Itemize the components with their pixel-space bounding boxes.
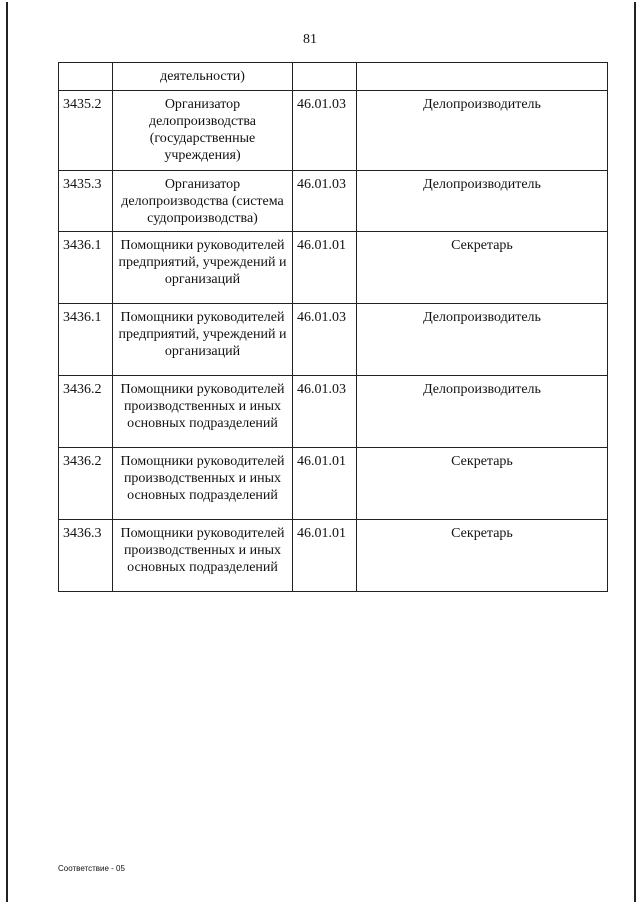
code-cell: 3436.1 xyxy=(59,232,113,304)
name-cell: деятельности) xyxy=(113,63,293,91)
okpdtr-cell: 46.01.03 xyxy=(293,304,357,376)
okpdtr-cell: 46.01.01 xyxy=(293,232,357,304)
name-cell: Помощники руководителей производственных и иных основных подразделений xyxy=(113,376,293,448)
okpdtr-cell: 46.01.01 xyxy=(293,448,357,520)
table-row xyxy=(59,520,608,592)
okpdtr-cell: 46.01.03 xyxy=(293,171,357,232)
profession-cell: Делопроизводитель xyxy=(357,304,608,376)
table-row xyxy=(59,304,608,376)
code-cell: 3435.2 xyxy=(59,91,113,171)
table-row xyxy=(59,376,608,448)
code-cell: 3436.2 xyxy=(59,448,113,520)
table-row xyxy=(59,171,608,232)
profession-cell: Делопроизводитель xyxy=(357,171,608,232)
name-cell: Организатор делопроизводства (система судопроизводства) xyxy=(113,171,293,232)
profession-cell: Делопроизводитель xyxy=(357,91,608,171)
profession-cell: Секретарь xyxy=(357,448,608,520)
name-cell: Организатор делопроизводства (государственные учреждения) xyxy=(113,91,293,171)
code-cell: 3436.2 xyxy=(59,376,113,448)
okpdtr-cell: 46.01.01 xyxy=(293,520,357,592)
table-row xyxy=(59,448,608,520)
name-cell: Помощники руководителей производственных и иных основных подразделений xyxy=(113,520,293,592)
footer-note: Соответствие - 05 xyxy=(58,864,125,873)
name-cell: Помощники руководителей предприятий, учреждений и организаций xyxy=(113,304,293,376)
name-cell: Помощники руководителей производственных и иных основных подразделений xyxy=(113,448,293,520)
table-row xyxy=(59,232,608,304)
profession-cell: Делопроизводитель xyxy=(357,376,608,448)
code-cell: 3436.3 xyxy=(59,520,113,592)
profession-cell xyxy=(357,63,608,91)
profession-cell: Секретарь xyxy=(357,232,608,304)
okpdtr-cell: 46.01.03 xyxy=(293,376,357,448)
code-cell: 3436.1 xyxy=(59,304,113,376)
okpdtr-cell xyxy=(293,63,357,91)
okpdtr-cell: 46.01.03 xyxy=(293,91,357,171)
profession-cell: Секретарь xyxy=(357,520,608,592)
code-cell xyxy=(59,63,113,91)
page-number: 81 xyxy=(303,32,317,47)
data-table xyxy=(58,62,608,592)
table-row xyxy=(59,63,608,91)
code-cell: 3435.3 xyxy=(59,171,113,232)
table-row xyxy=(59,91,608,171)
name-cell: Помощники руководителей предприятий, учреждений и организаций xyxy=(113,232,293,304)
